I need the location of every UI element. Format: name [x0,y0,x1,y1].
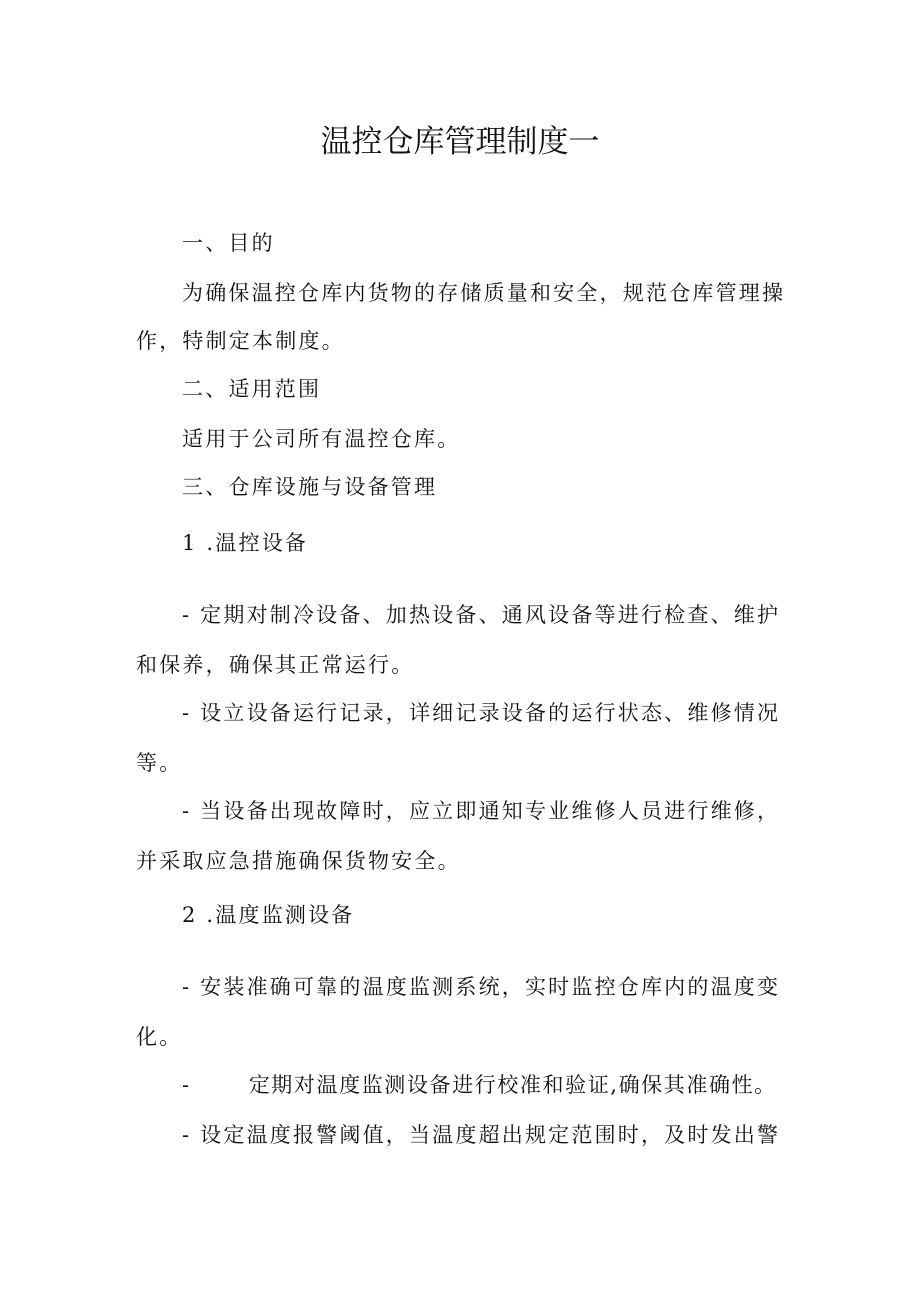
subsection-heading-temp-control: 1 .温控设备 [182,531,309,555]
paragraph-line: 适用于公司所有温控仓库。 [182,427,461,451]
list-item-line: - 安装准确可靠的温度监测系统，实时监控仓库内的温度变 [182,975,781,999]
list-item-line: 并采取应急措施确保货物安全。 [136,849,461,873]
section-heading-scope: 二、适用范围 [182,377,322,401]
paragraph-line: 作，特制定本制度。 [136,329,345,353]
list-item-line: 化。 [136,1025,183,1049]
list-item-line [182,1070,777,1100]
list-item-line: - 定期对制冷设备、加热设备、通风设备等进行检查、维护 [182,603,781,627]
list-item-line: 和保养，确保其正常运行。 [136,653,415,677]
document-title: 温控仓库管理制度一 [320,124,600,160]
list-item-text: 定期对温度监测设备进行校准和验证,确保其准确性。 [248,1073,777,1097]
list-item-line: 等。 [136,751,183,775]
list-item-line: - 设定温度报警阈值，当温度超出规定范围时，及时发出警 [182,1123,781,1147]
section-heading-purpose: 一、目的 [182,231,275,255]
list-dash: - [182,1073,191,1097]
subsection-heading-temp-monitoring: 2 .温度监测设备 [182,903,355,927]
list-item-line: - 当设备出现故障时，应立即通知专业维修人员进行维修， [182,799,781,823]
section-heading-facilities: 三、仓库设施与设备管理 [182,475,438,499]
list-item-line: - 设立设备运行记录，详细记录设备的运行状态、维修情况 [182,701,781,725]
paragraph-line: 为确保温控仓库内货物的存储质量和安全，规范仓库管理操 [182,281,786,305]
